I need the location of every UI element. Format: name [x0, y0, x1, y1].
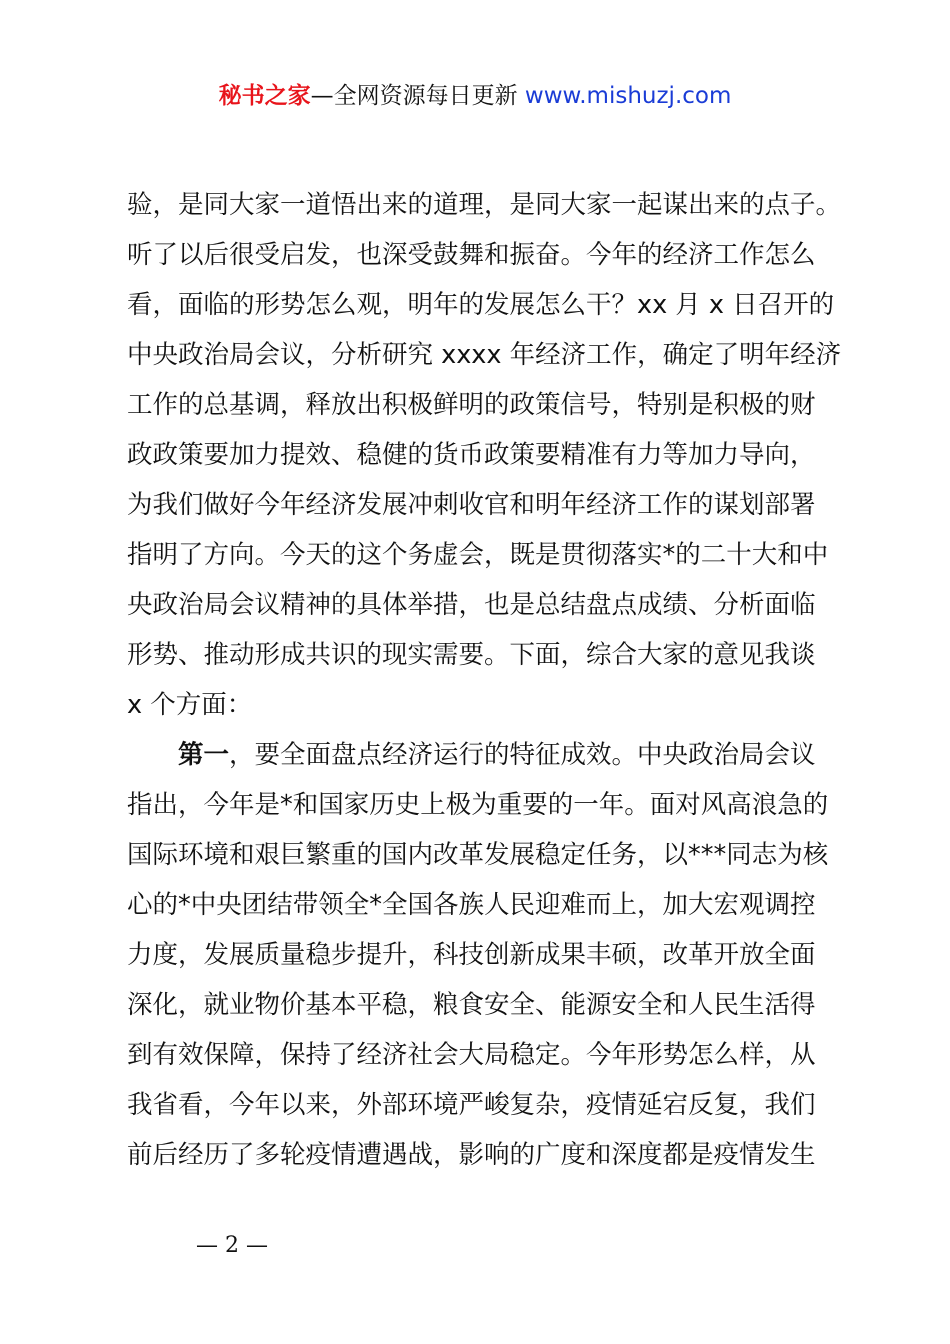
body-line: 政政策要加力提效、稳健的货币政策要精准有力等加力导向， [127, 440, 816, 470]
section-line: 心的*中央团结带领全*全国各族人民迎难而上，加大宏观调控 [127, 890, 816, 920]
section-line: 指出，今年是*和国家历史上极为重要的一年。面对风高浪急的 [127, 790, 829, 820]
body-line: 工作的总基调，释放出积极鲜明的政策信号，特别是积极的财 [127, 390, 816, 420]
body-line: 央政治局会议精神的具体举措，也是总结盘点成绩、分析面临 [127, 590, 816, 620]
page-number: — 2 — [196, 1233, 268, 1258]
body-line: 形势、推动形成共识的现实需要。下面，综合大家的意见我谈 [127, 640, 816, 670]
body-line: 听了以后很受启发，也深受鼓舞和振奋。今年的经济工作怎么 [127, 240, 816, 270]
section-line: 到有效保障，保持了经济社会大局稳定。今年形势怎么样，从 [127, 1040, 816, 1070]
body-line: 为我们做好今年经济发展冲刺收官和明年经济工作的谋划部署 [127, 490, 816, 520]
section-line: 力度，发展质量稳步提升，科技创新成果丰硕，改革开放全面 [127, 940, 816, 970]
section-line: 深化，就业物价基本平稳，粮食安全、能源安全和人民生活得 [127, 990, 816, 1020]
document-body [127, 180, 842, 1180]
body-line: 看，面临的形势怎么观，明年的发展怎么干？xx 月 x 日召开的 [127, 290, 835, 320]
body-line: 验，是同大家一道悟出来的道理，是同大家一起谋出来的点子。 [127, 190, 842, 220]
section-line: 前后经历了多轮疫情遭遇战，影响的广度和深度都是疫情发生 [127, 1140, 816, 1170]
body-line: x 个方面： [127, 690, 253, 720]
body-line: 中央政治局会议，分析研究 xxxx 年经济工作，确定了明年经济 [127, 340, 842, 370]
section-first-line [127, 730, 839, 780]
body-line: 指明了方向。今天的这个务虚会，既是贯彻落实*的二十大和中 [127, 540, 829, 570]
section-line: 国际环境和艰巨繁重的国内改革发展稳定任务，以***同志为核 [127, 840, 829, 870]
page-header [0, 80, 950, 112]
header-url[interactable]: www.mishuzj.com [524, 83, 732, 109]
section-lead: 第一 [178, 740, 230, 770]
section-line: 我省看，今年以来，外部环境严峻复杂，疫情延宕反复，我们 [127, 1090, 816, 1120]
header-tagline: —全网资源每日更新 [310, 83, 518, 109]
brand-name: 秘书之家 [218, 83, 311, 109]
section-first-line-text: ，要全面盘点经济运行的特征成效。中央政治局会议 [229, 740, 816, 770]
